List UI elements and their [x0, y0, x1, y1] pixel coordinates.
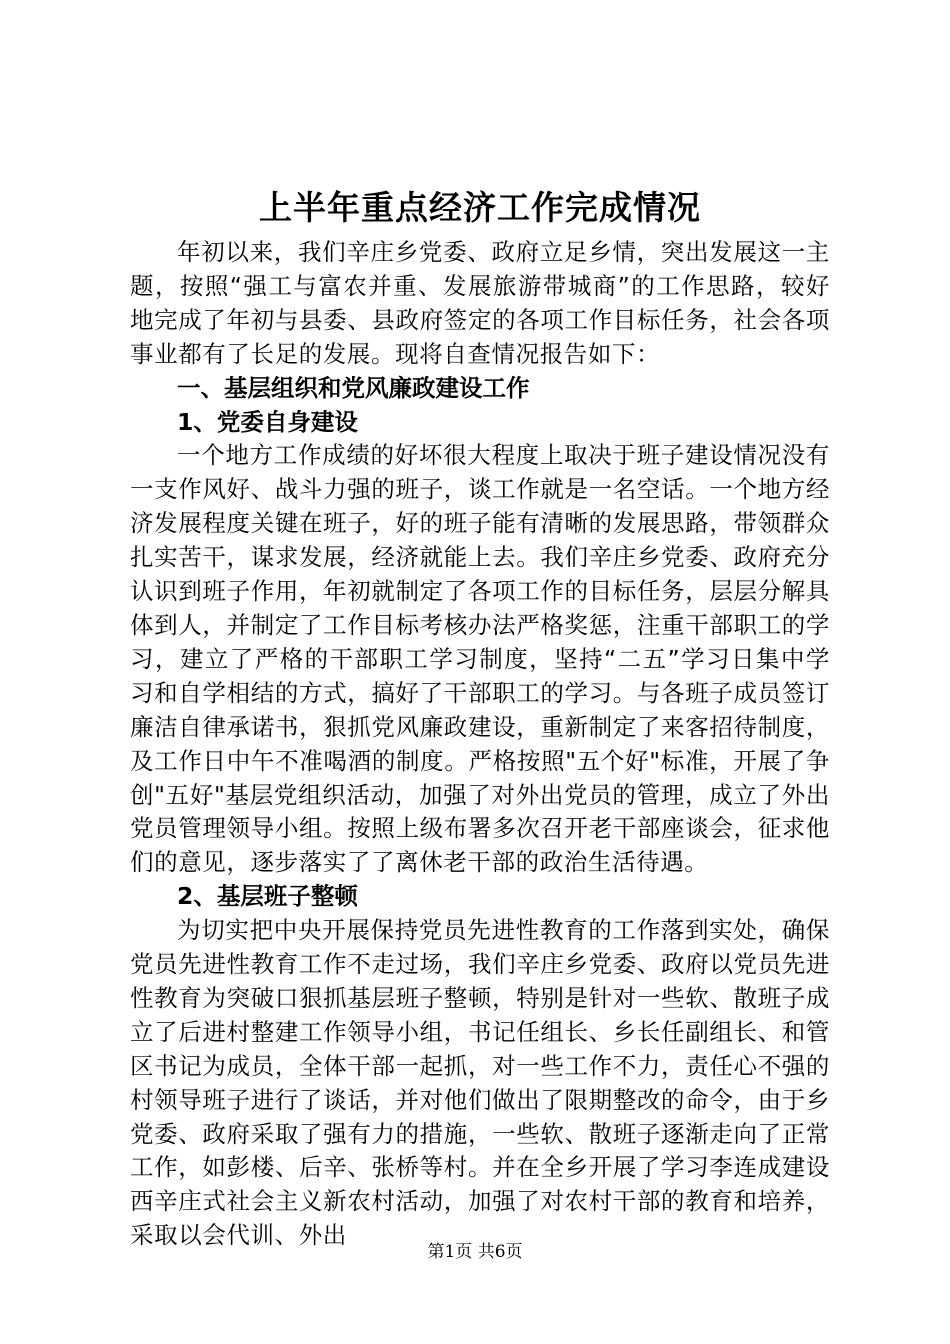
section-heading-1: 一、基层组织和党风廉政建设工作	[177, 373, 530, 402]
document-page	[130, 180, 830, 1253]
subsection-body-2: 为切实把中央开展保持党员先进性教育的工作落到实处，确保党员先进性教育工作不走过场，我们辛庄乡党委、政府以党员先进性教育为突破口狠抓基层班子整顿，特别是针对一些软、散班子成立了后进村整建工作领导小组，书记任组长、乡长任副组长、和管区书记为成员，全体干部一起抓，对一些工作不力，责任心不强的村领导班子进行了谈话，并对他们做出了限期整改的命令，由于乡党委、政府采取了强有力的措施，一些软、散班子逐渐走向了正常工作，如彭楼、后辛、张桥等村。并在全乡开展了学习李连成建设西辛庄式社会主义新农村活动，加强了对农村干部的教育和培养，采取以会代训、外出	[130, 916, 830, 1250]
subsection-heading-2: 2、基层班子整顿	[177, 882, 358, 911]
page-footer: 第1页 共6页	[427, 1242, 523, 1262]
subsection-body-1: 一个地方工作成绩的好坏很大程度上取决于班子建设情况没有一支作风好、战斗力强的班子，谈工作就是一名空话。一个地方经济发展程度关键在班子，好的班子能有清晰的发展思路，带领群众扎实苦干，谋求发展，经济就能上去。我们辛庄乡党委、政府充分认识到班子作用，年初就制定了各项工作的目标任务，层层分解具体到人，并制定了工作目标考核办法严格奖惩，注重干部职工的学习，建立了严格的干部职工学习制度，坚持“二五”学习日集中学习和自学相结的方式，搞好了干部职工的学习。与各班子成员签订廉洁自律承诺书，狠抓党风廉政建设，重新制定了来客招待制度，及工作日中午不准喝酒的制度。严格按照"五个好"标准，开展了争创"五好"基层党组织活动，加强了对外出党员的管理，成立了外出党员管理领导小组。按照上级布署多次召开老干部座谈会，征求他们的意见，逐步落实了了离休老干部的政治生活待遇。	[130, 441, 830, 877]
document-title: 上半年重点经济工作完成情况	[259, 188, 701, 227]
subsection-heading-1: 1、党委自身建设	[177, 407, 358, 436]
intro-paragraph: 年初以来，我们辛庄乡党委、政府立足乡情，突出发展这一主题，按照“强工与富农并重、发展旅游带城商”的工作思路，较好地完成了年初与县委、县政府签定的各项工作目标任务，社会各项事业都有了长足的发展。现将自查情况报告如下：	[130, 238, 830, 368]
